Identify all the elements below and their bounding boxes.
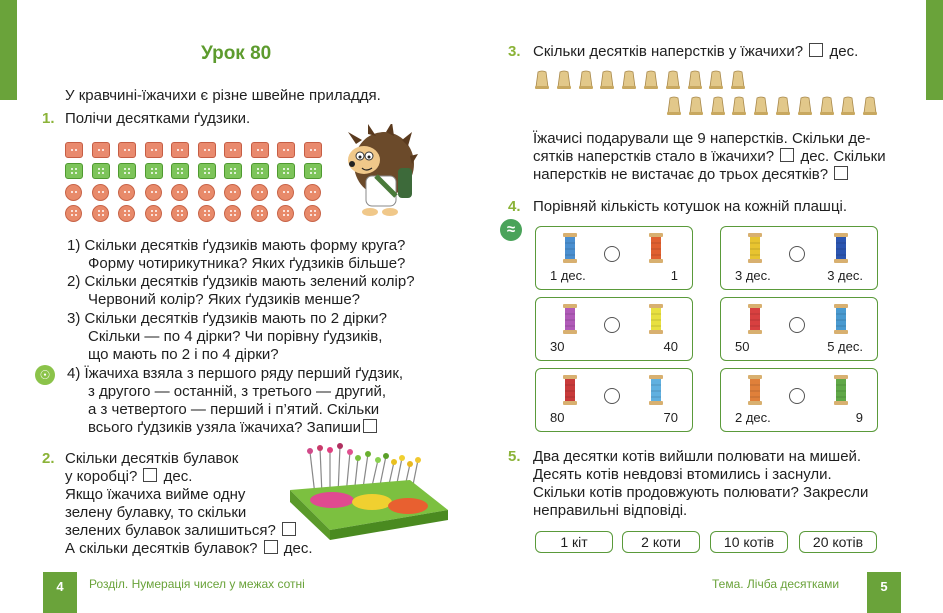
t3-line1: Скільки десятків наперстків у їжачихи? дес. <box>533 43 859 60</box>
button-item <box>171 163 189 179</box>
answer-box[interactable] <box>143 468 157 482</box>
q3-line1: 3) Скільки десятків ґудзиків мають по 2 дірки? <box>67 310 388 327</box>
thimble-icon <box>644 70 658 90</box>
button-item <box>118 142 136 158</box>
spool-panel <box>720 368 878 432</box>
button-item <box>145 205 162 222</box>
right-spool-label: 70 <box>663 410 678 425</box>
thimble-icon <box>732 96 746 116</box>
thimble-icon <box>688 70 702 90</box>
task-4-number: 4. <box>508 198 521 215</box>
answer-option-2[interactable]: 2 коти <box>622 531 700 553</box>
t3-para3: наперстків не вистачає до трьох десятків? <box>533 166 850 185</box>
button-item <box>251 163 269 179</box>
left-spool-label: 50 <box>735 339 750 354</box>
q1-line1: 1) Скільки десятків ґудзиків мають форму круга? <box>67 237 406 254</box>
button-item <box>304 205 321 222</box>
button-item <box>171 142 189 158</box>
pin-box-illustration <box>290 440 450 540</box>
hedgehog-illustration <box>338 124 418 220</box>
left-spool-label: 80 <box>550 410 565 425</box>
t5-line1: Два десятки котів вийшли полювати на мишей. <box>533 448 862 465</box>
button-item <box>118 163 136 179</box>
left-spool-label: 3 дес. <box>735 268 771 283</box>
compare-circle[interactable] <box>789 388 805 404</box>
t3-para1: Їжачисі подарували ще 9 наперстків. Скільки де- <box>533 130 871 147</box>
t5-line2: Десять котів невдовзі втомились і заснули. <box>533 466 832 483</box>
right-spool-label: 5 дес. <box>827 339 863 354</box>
q1-line2: Форму чотирикутника? Яких ґудзиків більше? <box>88 255 406 272</box>
thimble-icon <box>863 96 877 116</box>
compare-circle[interactable] <box>789 317 805 333</box>
button-item <box>198 142 216 158</box>
task-5-number: 5. <box>508 448 521 465</box>
button-item <box>224 184 241 201</box>
spool-icon <box>648 233 664 263</box>
compare-circle[interactable] <box>789 246 805 262</box>
compare-circle[interactable] <box>604 246 620 262</box>
button-item <box>65 184 82 201</box>
button-item <box>65 142 83 158</box>
right-page-tab <box>926 0 943 100</box>
spool-icon <box>747 233 763 263</box>
task-3-number: 3. <box>508 43 521 60</box>
button-item <box>224 142 242 158</box>
button-item <box>277 184 294 201</box>
page-number-left: 4 <box>43 572 77 613</box>
footer-topic: Тема. Лічба десятками <box>712 577 840 591</box>
answer-box[interactable] <box>363 419 377 433</box>
lightbulb-icon: ☉ <box>35 365 55 385</box>
t2-line6: А скільки десятків булавок? дес. <box>65 540 313 557</box>
t5-line3: Скільки котів продовжують полювати? Закресли <box>533 484 869 501</box>
thimble-icon <box>754 96 768 116</box>
button-item <box>92 163 110 179</box>
button-item <box>92 184 109 201</box>
answer-box[interactable] <box>264 540 278 554</box>
spool-panel <box>535 297 693 361</box>
q2-line2: Червоний колір? Яких ґудзиків менше? <box>88 291 361 308</box>
spool-panel <box>535 226 693 290</box>
compare-circle[interactable] <box>604 317 620 333</box>
button-item <box>171 205 188 222</box>
button-item <box>277 163 295 179</box>
answer-box[interactable] <box>780 148 794 162</box>
spool-icon <box>833 304 849 334</box>
t2-line4: зелену булавку, то скільки <box>65 504 247 521</box>
thimble-icon <box>841 96 855 116</box>
spool-icon <box>562 233 578 263</box>
q4-line2: з другого — останній, з третього — другий, <box>88 383 387 400</box>
spool-icon <box>562 304 578 334</box>
thimble-icon <box>666 70 680 90</box>
button-item <box>251 205 268 222</box>
q3-line2: Скільки — по 4 дірки? Чи порівну ґудзиків, <box>88 328 383 345</box>
thimble-icon <box>709 70 723 90</box>
button-item <box>65 205 82 222</box>
answer-box[interactable] <box>834 166 848 180</box>
thimble-icon <box>557 70 571 90</box>
buttons-grid <box>65 142 330 222</box>
left-spool-label: 30 <box>550 339 565 354</box>
button-item <box>65 163 83 179</box>
t5-line4: неправильні відповіді. <box>533 502 688 519</box>
button-item <box>171 184 188 201</box>
spool-icon <box>747 375 763 405</box>
t3-para2: сятків наперстків стало в їжачихи? дес. Скільки <box>533 148 886 165</box>
t2-line2: у коробці? дес. <box>65 468 193 485</box>
button-item <box>92 205 109 222</box>
task-2-number: 2. <box>42 450 55 467</box>
t2-line1: Скільки десятків булавок <box>65 450 239 467</box>
thimble-icon <box>731 70 745 90</box>
thimbles-row <box>535 70 915 122</box>
footer-section: Розділ. Нумерація чисел у межах сотні <box>89 577 305 591</box>
left-page-tab <box>0 0 17 100</box>
right-spool-label: 40 <box>663 339 678 354</box>
thimble-icon <box>579 70 593 90</box>
button-item <box>145 184 162 201</box>
button-item <box>304 163 322 179</box>
button-item <box>304 142 322 158</box>
task-1-number: 1. <box>42 110 55 127</box>
thimble-icon <box>667 96 681 116</box>
thimble-icon <box>820 96 834 116</box>
t4-text: Порівняй кількість котушок на кожній плашці. <box>533 198 848 215</box>
button-item <box>251 184 268 201</box>
answer-option-1[interactable]: 1 кіт <box>535 531 613 553</box>
spool-icon <box>648 375 664 405</box>
compare-circle[interactable] <box>604 388 620 404</box>
button-item <box>224 205 241 222</box>
q4-line3: а з четвертого — перший і п’ятий. Скільки <box>88 401 380 418</box>
answer-option-3[interactable]: 10 котів <box>710 531 788 553</box>
thimble-icon <box>689 96 703 116</box>
lesson-title: Урок 80 <box>201 43 272 64</box>
button-item <box>118 205 135 222</box>
button-item <box>251 142 269 158</box>
right-spool-label: 1 <box>670 268 678 283</box>
spool-icon <box>562 375 578 405</box>
q3-line3: що мають по 2 і по 4 дірки? <box>88 346 279 363</box>
intro-text: У кравчині-їжачихи є різне швейне приладдя. <box>65 87 381 104</box>
spool-icon <box>833 375 849 405</box>
button-item <box>198 163 216 179</box>
button-item <box>198 205 215 222</box>
spool-panel <box>720 297 878 361</box>
thimble-icon <box>711 96 725 116</box>
right-spool-label: 9 <box>855 410 863 425</box>
answer-option-4[interactable]: 20 котів <box>799 531 877 553</box>
task-1-text: Полічи десятками ґудзики. <box>65 110 251 127</box>
spool-panel <box>535 368 693 432</box>
thimble-icon <box>798 96 812 116</box>
spool-icon <box>648 304 664 334</box>
spool-icon <box>833 233 849 263</box>
button-item <box>145 142 163 158</box>
spool-icon <box>747 304 763 334</box>
q4-line1: 4) Їжачиха взяла з першого ряду перший ґудзик, <box>67 365 404 382</box>
q4-line4: всього ґудзиків узяла їжачиха? Запиши <box>88 419 379 438</box>
button-item <box>277 142 295 158</box>
button-item <box>92 142 110 158</box>
left-spool-label: 2 дес. <box>735 410 771 425</box>
button-item <box>198 184 215 201</box>
button-item <box>277 205 294 222</box>
spool-panel <box>720 226 878 290</box>
right-spool-label: 3 дес. <box>827 268 863 283</box>
t2-line5: зелених булавок залишиться? <box>65 522 298 541</box>
button-item <box>118 184 135 201</box>
thimble-icon <box>600 70 614 90</box>
button-item <box>224 163 242 179</box>
answer-box[interactable] <box>809 43 823 57</box>
thimble-icon <box>622 70 636 90</box>
thimble-icon <box>776 96 790 116</box>
button-item <box>304 184 321 201</box>
page-number-right: 5 <box>867 572 901 613</box>
pair-work-icon: ≈ <box>500 219 522 241</box>
t2-line3: Якщо їжачиха вийме одну <box>65 486 246 503</box>
thimble-icon <box>535 70 549 90</box>
left-spool-label: 1 дес. <box>550 268 586 283</box>
button-item <box>145 163 163 179</box>
q2-line1: 2) Скільки десятків ґудзиків мають зелений колір? <box>67 273 415 290</box>
